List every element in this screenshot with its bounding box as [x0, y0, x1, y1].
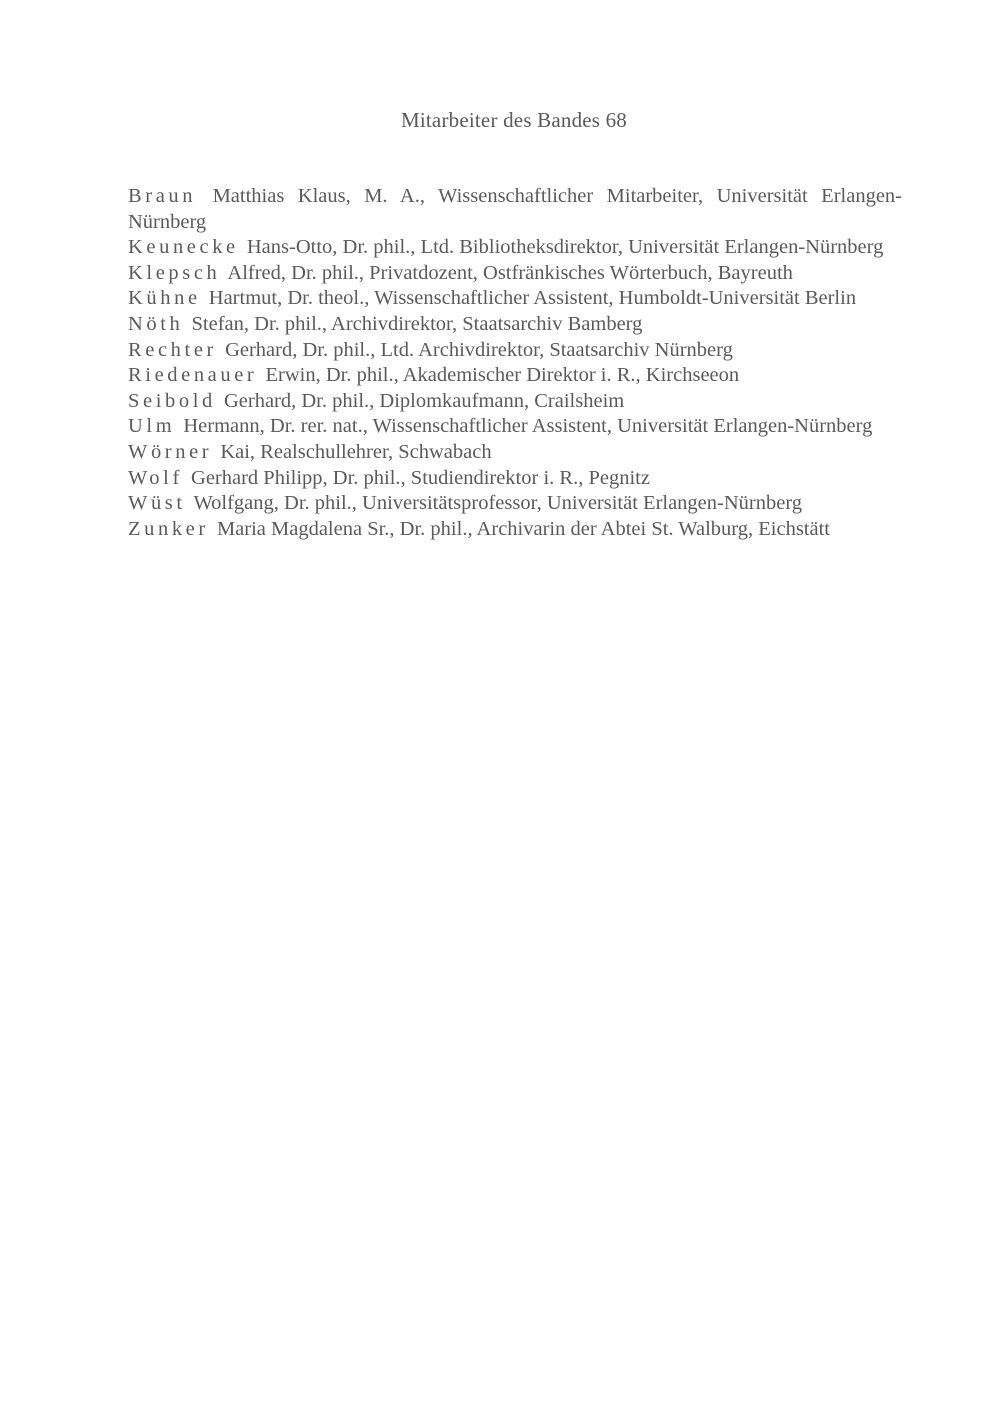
- contributor-details: Gerhard, Dr. phil., Ltd. Archivdirektor, Staatsarchiv Nürnberg: [225, 338, 733, 361]
- contributor-list: [128, 184, 902, 542]
- contributor-entry: [128, 338, 902, 364]
- contributor-entry: [128, 440, 902, 466]
- contributor-surname: Keunecke: [128, 236, 239, 259]
- contributor-surname: Wüst: [128, 492, 186, 515]
- contributor-details: Kai, Realschullehrer, Schwabach: [220, 440, 492, 463]
- contributor-surname: Wörner: [128, 440, 213, 463]
- contributor-surname: Wolf: [128, 466, 183, 489]
- contributor-entry: [128, 517, 902, 543]
- contributor-details: Stefan, Dr. phil., Archivdirektor, Staatsarchiv Bamberg: [191, 312, 643, 335]
- contributor-entry: [128, 363, 902, 389]
- contributor-surname: Kühne: [128, 287, 201, 310]
- contributor-entry: [128, 414, 902, 440]
- contributor-surname: Ulm: [128, 415, 176, 438]
- contributor-surname: Zunker: [128, 517, 209, 540]
- contributor-surname: Klepsch: [128, 261, 221, 284]
- contributor-surname: Braun: [128, 185, 197, 207]
- page-title: Mitarbeiter des Bandes 68: [400, 108, 628, 132]
- contributor-details: Hermann, Dr. rer. nat., Wissenschaftlicher Assistent, Universität Erlangen-Nürnberg: [183, 415, 873, 438]
- contributor-details: Erwin, Dr. phil., Akademischer Direktor i. R., Kirchseeon: [265, 364, 740, 387]
- contributor-surname: Nöth: [128, 312, 184, 335]
- contributor-entry: [128, 261, 902, 287]
- contributor-surname: Rechter: [128, 338, 217, 361]
- contributor-entry: [128, 491, 902, 517]
- contributor-entry: [128, 389, 902, 415]
- contributor-details: Wolfgang, Dr. phil., Universitätsprofessor, Universität Erlangen-Nürnberg: [193, 492, 803, 515]
- contributor-details: Gerhard Philipp, Dr. phil., Studiendirektor i. R., Pegnitz: [191, 466, 650, 489]
- contributor-details: Matthias Klaus, M. A., Wissenschaftlicher Mitarbeiter, Universität Erlangen-Nürnberg: [128, 185, 902, 233]
- contributor-entry: [128, 312, 902, 338]
- contributor-details: Alfred, Dr. phil., Privatdozent, Ostfränkisches Wörterbuch, Bayreuth: [227, 261, 793, 284]
- contributor-entry: [128, 184, 902, 235]
- contributor-details: Gerhard, Dr. phil., Diplomkaufmann, Crailsheim: [223, 389, 625, 412]
- contributor-surname: Seibold: [128, 389, 216, 412]
- contributor-entry: [128, 286, 902, 312]
- contributor-entry: [128, 235, 902, 261]
- contributor-details: Maria Magdalena Sr., Dr. phil., Archivarin der Abtei St. Walburg, Eichstätt: [216, 517, 830, 540]
- contributor-surname: Riedenauer: [128, 364, 258, 387]
- contributor-details: Hans-Otto, Dr. phil., Ltd. Bibliotheksdirektor, Universität Erlangen-Nürnberg: [246, 236, 884, 259]
- contributor-details: Hartmut, Dr. theol., Wissenschaftlicher Assistent, Humboldt-Universität Berlin: [208, 287, 857, 310]
- contributor-entry: [128, 466, 902, 492]
